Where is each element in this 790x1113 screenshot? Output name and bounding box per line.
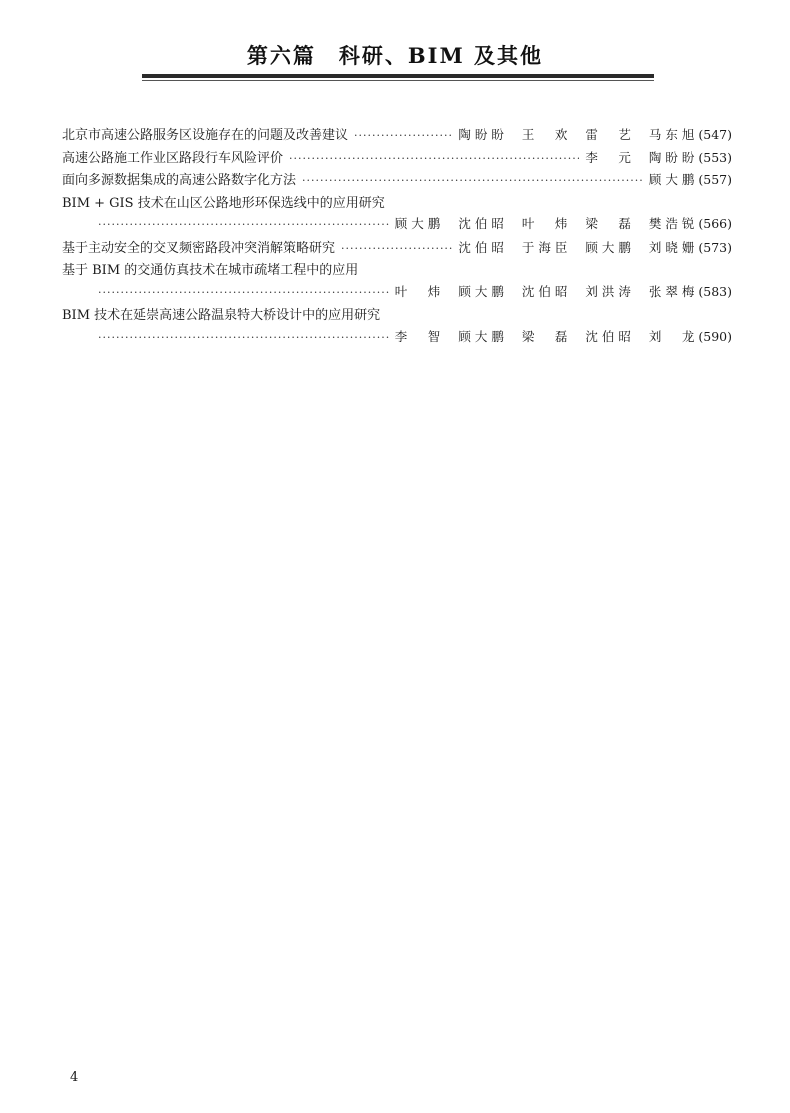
leader-dots [289,152,579,165]
author: 雷 艺 [585,127,635,142]
author: 顾大鹏 [585,239,635,255]
toc-entry-title: 面向多源数据集成的高速公路数字化方法 [62,173,297,188]
author: 樊浩锐(566) [648,216,732,231]
leader-dots [98,218,389,231]
toc-entry-continuation [62,327,732,350]
author: 顾大鹏 [458,283,508,299]
toc-entry-title: 北京市高速公路服务区设施存在的问题及改善建议 [62,128,349,143]
toc-entry-title: 基于 BIM 的交通仿真技术在城市疏堵工程中的应用 [62,263,359,278]
author: 沈伯昭 [458,239,508,255]
author: 沈伯昭 [521,283,572,299]
page-number: 4 [70,1070,79,1085]
toc-entry-authors [458,125,732,143]
author: 张翠梅(583) [648,283,732,299]
author: 陶盼盼(553) [648,149,732,165]
author: 顾大鹏(557) [648,172,732,187]
header-rule-thick [142,74,654,78]
page-ref: (573) [698,239,732,255]
toc-entry-title: 高速公路施工作业区路段行车风险评价 [62,150,284,166]
toc-entry[interactable] [62,304,732,327]
toc-entry-authors [395,214,732,232]
toc-entry-authors [395,327,732,345]
author: 叶 炜 [394,283,445,299]
author: 叶 炜 [521,216,572,231]
toc-entry[interactable] [62,192,732,215]
toc-entry[interactable] [62,124,732,147]
page-ref: (557) [698,172,732,187]
author: 顾大鹏 [458,328,508,344]
author: 沈伯昭 [585,328,635,344]
author: 梁 磊 [521,328,572,344]
author: 梁 磊 [585,216,635,231]
leader-dots [341,242,452,255]
leader-dots [302,174,643,187]
page-ref: (590) [698,328,732,344]
page-ref: (583) [698,283,732,299]
toc-entry-continuation [62,214,732,237]
author: 王 欢 [521,127,572,142]
toc-entry-authors [585,148,732,166]
toc-entry[interactable] [62,169,732,192]
author: 刘 龙(590) [648,328,732,344]
author: 李 元 [585,149,635,165]
part-title: 第六篇 科研、BIM 及其他 [246,43,544,68]
author: 于海臣 [521,239,572,255]
page-ref: (566) [698,216,732,231]
leader-dots [98,286,389,299]
page-ref: (553) [698,149,732,165]
toc-entry[interactable] [62,147,732,170]
page-ref: (547) [698,127,732,142]
toc-entry[interactable] [62,259,732,282]
toc-entry-title: BIM + GIS 技术在山区公路地形环保选线中的应用研究 [62,195,385,211]
toc-entry-authors [395,282,732,300]
toc-entry-title: BIM 技术在延崇高速公路温泉特大桥设计中的应用研究 [62,308,381,323]
toc-entry-continuation [62,282,732,305]
author: 陶盼盼 [458,127,508,142]
author: 刘洪涛 [585,283,635,299]
author: 马东旭(547) [648,127,732,142]
toc-entry-title: 基于主动安全的交叉频密路段冲突消解策略研究 [62,240,336,256]
toc-entry-authors [649,170,732,188]
leader-dots [354,129,452,142]
author: 刘晓姗(573) [648,239,732,255]
table-of-contents [62,124,732,349]
header-rule-thin [142,80,654,81]
leader-dots [98,331,389,344]
toc-entry-authors [458,238,732,256]
author: 李 智 [394,328,445,344]
author: 沈伯昭 [458,216,508,231]
toc-entry[interactable] [62,237,732,260]
author: 顾大鹏 [394,216,445,231]
